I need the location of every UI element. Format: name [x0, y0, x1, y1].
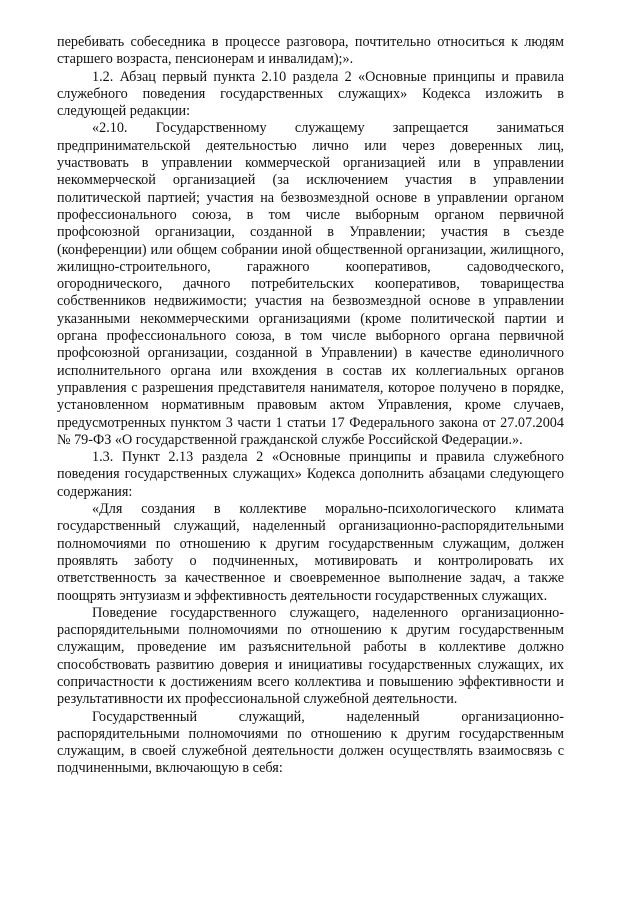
paragraph-item-1-3: 1.3. Пункт 2.13 раздела 2 «Основные принципы и правила служебного поведения государственных служащих» Кодекса дополнить абзацами следующего содержания:	[57, 449, 564, 500]
paragraph-behavior: Поведение государственного служащего, наделенного организационно-распорядительными полномочиями по отношению к другим государственным служащим, проведение им разъяснительной работы в коллективе должно способствовать развитию доверия и инициативы государственных служащих, их сопричастности к достижениям всего коллектива и повышению эффективности и результативности их профессиональной служебной деятельности.	[57, 604, 564, 708]
paragraph-continuation: перебивать собеседника в процессе разговора, почтительно относиться к людям старшего возраста, пенсионерам и инвалидам);».	[57, 34, 564, 68]
paragraph-climate: «Для создания в коллективе морально-психологического климата государственный служащий, наделенный организационно-распорядительными полномочиями по отношению к другим государственным служащим, должен проявлять заботу о подчиненных, мотивировать и контролировать их ответственность за качественное и своевременное выполнение задач, а также поощрять энтузиазм и эффективность деятельности государственных служащих.	[57, 501, 564, 604]
paragraph-clause-2-10: «2.10. Государственному служащему запрещается заниматься предпринимательской деятельностью лично или через доверенных лиц, участвовать в управлении коммерческой организацией или в управлении некоммерческой организацией (за исключением участия в управлении политической партией; участия на безвозмездной основе в управлении органом профессионального союза, в том числе выборным органом первичной профсоюзной организации, созданной в Управлении; участия в съезде (конференции) или общем собрании иной общественной организации, жилищного, жилищно-строительного, гаражного кооперативов, садоводческого, огороднического, дачного потребительских кооперативов, товарищества собственников недвижимости; участия на безвозмездной основе в управлении указанными некоммерческими организациями (кроме политической партии и органа профессионального союза, в том числе выборного органа первичной профсоюзной организации, созданной в Управлении) в качестве единоличного исполнительного органа или вхождения в состав их коллегиальных органов управления с разрешения представителя нанимателя, которое получено в порядке, установленном нормативным правовым актом Управления, кроме случаев, предусмотренных пунктом 3 части 1 статьи 17 Федерального закона от 27.07.2004 № 79-ФЗ «О государственной гражданской службе Российской Федерации.».	[57, 120, 564, 448]
document-body	[57, 34, 564, 778]
paragraph-item-1-2: 1.2. Абзац первый пункта 2.10 раздела 2 «Основные принципы и правила служебного поведения государственных служащих» Кодекса изложить в следующей редакции:	[57, 68, 564, 120]
paragraph-interaction: Государственный служащий, наделенный организационно-распорядительными полномочиями по отношению к другим государственным служащим, в своей служебной деятельности должен осуществлять взаимосвязь с подчиненными, включающую в себя:	[57, 708, 564, 777]
